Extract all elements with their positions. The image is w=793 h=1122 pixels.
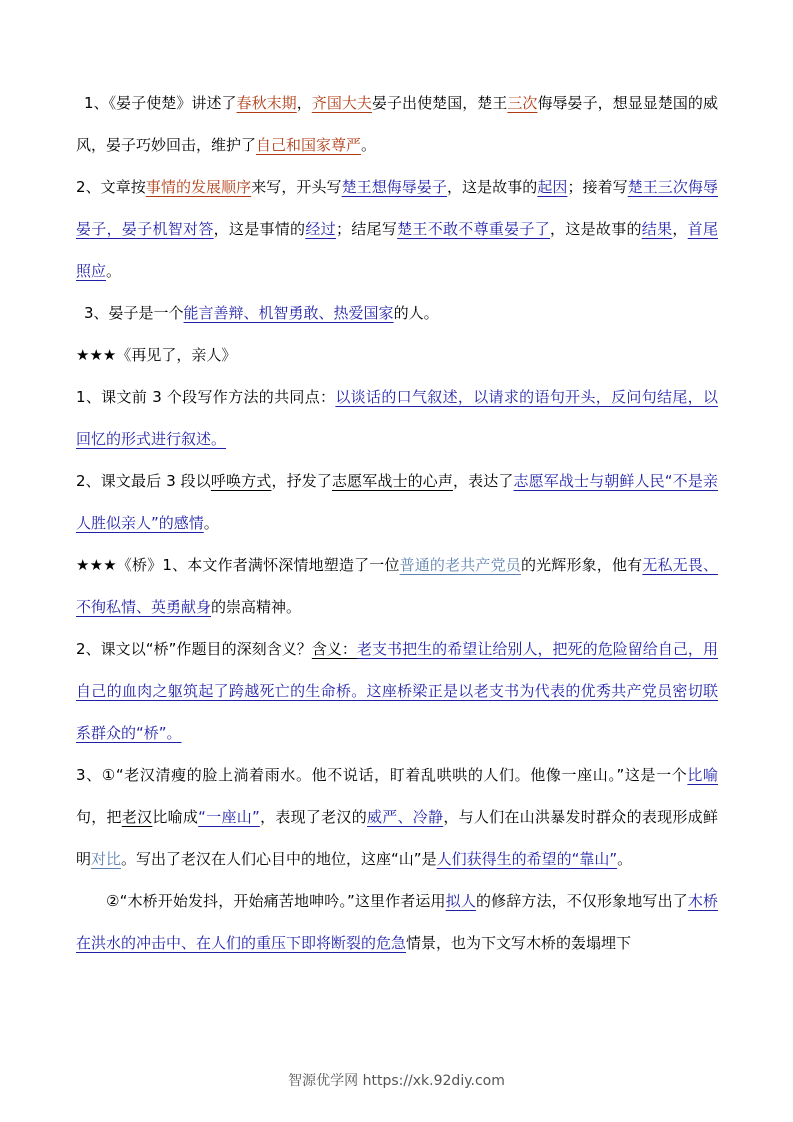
text-run: ，这是事情的 (213, 220, 306, 238)
text-run: 。写出了老汉在人们心目中的地位，这座“山”是 (121, 850, 437, 868)
text-run: ★★★《桥》1、本文作者满怀深情地塑造了一位 (76, 556, 400, 574)
text-run: ；结尾写 (335, 220, 398, 238)
underlined-answer: “一座山” (198, 808, 260, 826)
paragraph (76, 628, 718, 754)
text-run: ★★★《再见了，亲人》 (76, 346, 237, 364)
underlined-answer: 楚王不敢不尊重晏子了 (397, 220, 551, 238)
underlined-answer: 以谈话的口气叙述，以请求的语句开头，反问句结尾，以回忆的形式进行叙述。 (76, 388, 718, 448)
text-run: 的人。 (393, 304, 439, 322)
underlined-answer: 三次 (507, 94, 538, 112)
text-run: ，与人们在山洪暴发时群众的表现形成鲜明 (76, 808, 718, 868)
underlined-answer: 志愿军战士与朝鲜人民“不是亲人胜似亲人”的感情 (76, 472, 718, 532)
text-run: 的修辞方法，不仅形象地写出了 (475, 892, 688, 910)
underlined-answer: 志愿军战士的心声 (331, 472, 453, 490)
text-run: ，这是故事的 (446, 178, 538, 196)
underlined-answer: 楚王三次侮辱晏子，晏子机智对答 (76, 178, 718, 238)
text-run: ②“木桥开始发抖，开始痛苦地呻吟。”这里作者运用 (106, 892, 446, 910)
text-run: 句，把 (76, 808, 122, 826)
underlined-answer: 春秋末期 (236, 94, 297, 112)
underlined-answer: 人们获得生的希望的“靠山” (436, 850, 618, 868)
text-run: 3、①“老汉清瘦的脸上淌着雨水。他不说话，盯着乱哄哄的人们。他像一座山。”这是一个 (76, 766, 688, 784)
underlined-answer: 首尾照应 (76, 220, 718, 280)
text-run: 的崇高精神。 (211, 598, 302, 616)
underlined-answer: 普通的老共产党员 (399, 556, 521, 574)
paragraph (76, 754, 718, 880)
text-run: ；接着写 (567, 178, 628, 196)
underlined-answer: 呼唤方式 (210, 472, 272, 490)
text-run: 。 (106, 262, 122, 280)
text-run: 的光辉形象，他有 (520, 556, 643, 574)
underlined-answer: 经过 (305, 220, 336, 238)
document-body (76, 82, 718, 964)
underlined-answer: 含义： (311, 640, 357, 658)
text-run: 来写，开头写 (251, 178, 342, 196)
text-run: ，表现了老汉的 (259, 808, 367, 826)
text-run: 晏子出使楚国，楚王 (371, 94, 508, 112)
underlined-answer: 无私无畏、不徇私情、英勇献身 (76, 556, 718, 616)
text-run: 2、课文以“桥”作题目的深刻含义？ (76, 640, 312, 658)
underlined-answer: 对比 (91, 850, 122, 868)
underlined-answer: 木桥在洪水的冲击中、在人们的重压下即将断裂的危急 (76, 892, 718, 952)
text-run: 2、课文最后 3 段以 (76, 472, 211, 490)
paragraph (76, 334, 718, 376)
text-run: 。 (203, 514, 219, 532)
underlined-answer: 齐国大夫 (311, 94, 372, 112)
underlined-answer: 拟人 (445, 892, 476, 910)
underlined-answer: 事情的发展顺序 (145, 178, 252, 196)
text-run: 。 (361, 136, 377, 154)
text-run: 。 (617, 850, 633, 868)
text-run: ，这是故事的 (550, 220, 642, 238)
text-run: 1、《晏子使楚》讲述了 (84, 94, 237, 112)
text-run: ， (672, 220, 688, 238)
underlined-answer: 结果 (641, 220, 673, 238)
paragraph (76, 82, 718, 166)
text-run: 1、课文前 3 个段写作方法的共同点： (76, 388, 336, 406)
underlined-answer: 老汉 (121, 808, 153, 826)
footer-watermark: 智源优学网 https://xk.92diy.com (288, 1073, 505, 1089)
underlined-answer: 起因 (537, 178, 568, 196)
text-run: 侮辱晏子，想显显楚国的威风，晏子巧妙回击，维护了 (76, 94, 718, 154)
underlined-answer: 自己和国家尊严 (256, 136, 362, 154)
paragraph (76, 544, 718, 628)
paragraph (76, 880, 718, 964)
paragraph (76, 292, 718, 334)
paragraph (76, 376, 718, 460)
text-run: 3、晏子是一个 (84, 304, 184, 322)
underlined-answer: 威严、冷静 (366, 808, 444, 826)
paragraph (76, 166, 718, 292)
text-run: 比喻成 (152, 808, 199, 826)
paragraph (76, 460, 718, 544)
underlined-answer: 楚王想侮辱晏子 (341, 178, 447, 196)
text-run: 2、文章按 (76, 178, 146, 196)
underlined-answer: 能言善辩、机智勇敢、热爱国家 (183, 304, 394, 322)
underlined-answer: 比喻 (687, 766, 718, 784)
text-run: ，抒发了 (271, 472, 332, 490)
text-run: 情景，也为下文写木桥的轰塌埋下 (406, 934, 632, 952)
underlined-answer: 老支书把生的希望让给别人，把死的危险留给自己，用自己的血肉之躯筑起了跨越死亡的生命桥。这座桥梁正是以老支书为代表的优秀共产党员密切联系群众的“桥”。 (76, 640, 718, 742)
text-run: ，表达了 (452, 472, 514, 490)
text-run: ， (296, 94, 312, 112)
